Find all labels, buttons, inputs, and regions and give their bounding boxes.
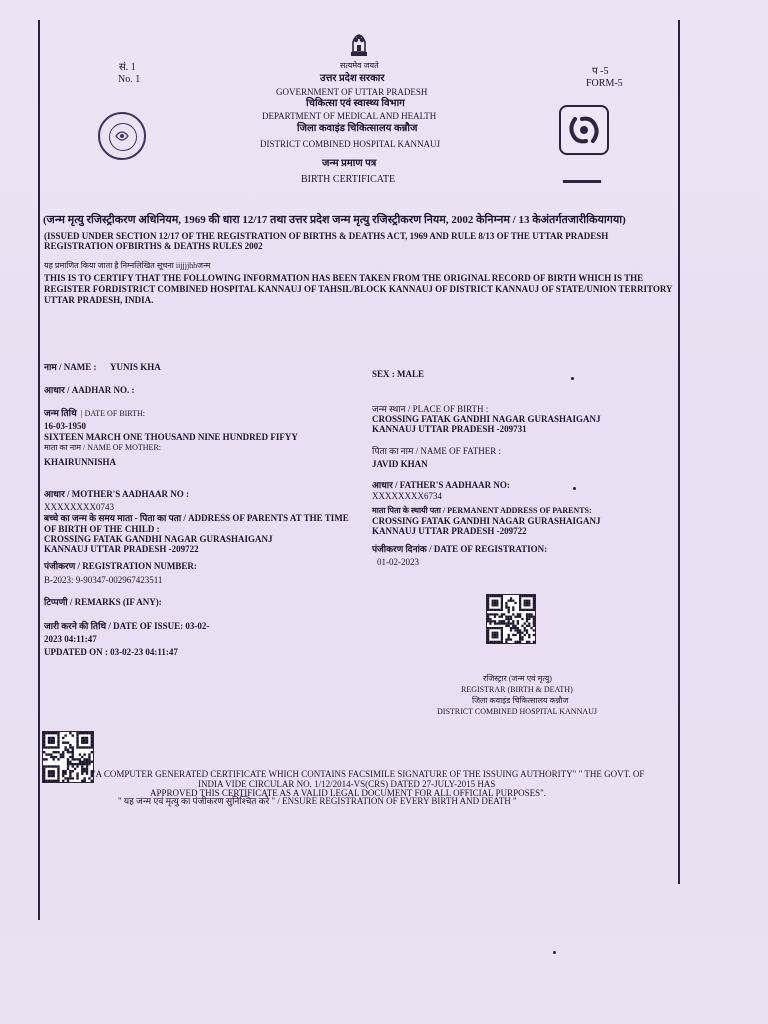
issued-under-line-2: REGISTRATION OFBIRTHS & DEATHS RULES 2002 bbox=[44, 241, 263, 251]
dob-value: 16-03-1950 bbox=[44, 421, 86, 431]
dob-label: | DATE OF BIRTH: bbox=[81, 409, 146, 418]
right-border-line bbox=[678, 20, 680, 884]
registration-logo-icon bbox=[559, 105, 609, 155]
parents-address-value-2: KANNAUJ UTTAR PRADESH -209722 bbox=[44, 544, 199, 554]
place-of-birth-value-1: CROSSING FATAK GANDHI NAGAR GURASHAIGANJ bbox=[372, 414, 601, 424]
left-border-line bbox=[38, 20, 40, 920]
certify-line-2: REGISTER FORDISTRICT COMBINED HOSPITAL KANNAUJ OF TAHSIL/BLOCK KANNAUJ OF DISTRICT KANNAUJ OF STATE/UNION TERRITORY bbox=[44, 284, 673, 294]
registrar-title-hindi: रजिस्ट्रार (जन्म एवं मृत्यु) bbox=[483, 674, 552, 683]
place-of-birth-value-2: KANNAUJ UTTAR PRADESH -209731 bbox=[372, 424, 527, 434]
certificate-no-hindi: सं. 1 bbox=[119, 62, 136, 73]
qr-code-icon bbox=[486, 594, 536, 644]
hospital-hindi: जिला कवाइंड चिकित्सालय कन्नौज bbox=[297, 123, 418, 134]
footer-line-2: INDIA VIDE CIRCULAR NO. 1/12/2014-VS(CRS) DATED 27-JULY-2015 HAS bbox=[198, 779, 496, 789]
registration-date-value: 01-02-2023 bbox=[377, 557, 419, 567]
issue-date-label: जारी करने की तिथि / DATE OF ISSUE: 03-02- bbox=[44, 621, 210, 631]
speck bbox=[553, 951, 556, 954]
place-of-birth-label: जन्म स्थान / PLACE OF BIRTH : bbox=[372, 404, 489, 414]
page-title: BIRTH CERTIFICATE bbox=[301, 174, 396, 185]
dept-hindi: चिकित्सा एवं स्वास्थ्य विभाग bbox=[306, 98, 405, 109]
certify-line-3: UTTAR PRADESH, INDIA. bbox=[44, 295, 154, 305]
mother-aadhaar-label: आधार / MOTHER'S AADHAAR NO : bbox=[44, 489, 190, 499]
footer-line-4: " यह जन्म एवं मृत्यु का पंजीकरण सुनिश्चित करे " / ENSURE REGISTRATION OF EVERY BIRTH AND DEATH " bbox=[118, 796, 517, 806]
govt-english: GOVERNMENT OF UTTAR PRADESH bbox=[276, 87, 428, 97]
form-no: FORM-5 bbox=[586, 78, 623, 89]
footer-line-1: "A COMPUTER GENERATED CERTIFICATE WHICH CONTAINS FACSIMILE SIGNATURE OF THE ISSUING AUTHORITY" " THE GOVT. OF bbox=[92, 769, 645, 779]
registrar-hospital: DISTRICT COMBINED HOSPITAL KANNAUJ bbox=[437, 707, 598, 716]
up-government-seal-icon bbox=[98, 112, 146, 160]
mother-name-label: माता का नाम / NAME OF MOTHER: bbox=[44, 443, 162, 452]
registrar-hospital-hindi: जिला कवाइंड चिकित्सालय कन्नौज bbox=[472, 696, 569, 705]
parents-address-value-1: CROSSING FATAK GANDHI NAGAR GURASHAIGANJ bbox=[44, 534, 273, 544]
govt-hindi: उत्तर प्रदेश सरकार bbox=[320, 73, 385, 84]
father-aadhaar-label: आधार / FATHER'S AADHAAR NO: bbox=[372, 480, 510, 490]
updated-on: UPDATED ON : 03-02-23 04:11:47 bbox=[44, 647, 178, 657]
certificate-no: No. 1 bbox=[118, 74, 141, 85]
permanent-address-label: माता पिता के स्थायी पता / PERMANENT ADDRESS OF PARENTS: bbox=[372, 506, 592, 515]
remarks-label: टिप्पणी / REMARKS (IF ANY): bbox=[44, 597, 162, 607]
mother-aadhaar-value: XXXXXXXX0743 bbox=[44, 502, 114, 512]
dept-english: DEPARTMENT OF MEDICAL AND HEALTH bbox=[262, 111, 437, 121]
name-value: YUNIS KHA bbox=[110, 362, 161, 372]
speck bbox=[573, 487, 576, 490]
dob-words: SIXTEEN MARCH ONE THOUSAND NINE HUNDRED FIFYY bbox=[44, 432, 298, 442]
emblem-caption: सत्यमेव जयते bbox=[340, 61, 379, 70]
qr-code-icon bbox=[42, 731, 94, 783]
registration-date-label: पंजीकरण दिनांक / DATE OF REGISTRATION: bbox=[372, 544, 548, 554]
name-label: नाम / NAME : bbox=[44, 362, 97, 372]
issued-under-hindi: (जन्म मृत्यु रजिस्ट्रीकरण अधिनियम, 1969 की धारा 12/17 तथा उत्तर प्रदेश जन्म मृत्यु रजिस्ट्रीकरण नियम, 2002 केनिम्नम / 13 केअंतर्गतजारीकियागया) bbox=[43, 214, 626, 226]
father-aadhaar-value: XXXXXXXX6734 bbox=[372, 491, 442, 501]
dob-label-hindi: जन्म तिथि bbox=[44, 408, 77, 418]
certify-hindi: यह प्रमाणित किया जाता है निम्नलिखित सूचना iijjjjhhजन्म bbox=[44, 261, 211, 270]
form-no-hindi: प -5 bbox=[592, 66, 609, 77]
issue-date-value: 2023 04:11:47 bbox=[44, 634, 97, 644]
permanent-address-value-2: KANNAUJ UTTAR PRADESH -209722 bbox=[372, 526, 527, 536]
permanent-address-value-1: CROSSING FATAK GANDHI NAGAR GURASHAIGANJ bbox=[372, 516, 601, 526]
title-hindi: जन्म प्रमाण पत्र bbox=[322, 158, 377, 169]
aadhar-label: आधार / AADHAR NO. : bbox=[44, 385, 135, 395]
sex-value: SEX : MALE bbox=[372, 369, 425, 379]
speck bbox=[571, 377, 574, 380]
mother-name-value: KHAIRUNNISHA bbox=[44, 457, 117, 467]
registration-number-value: B-2023: 9-90347-002967423511 bbox=[44, 575, 163, 585]
footer-line-3: APPROVED THIS CERTIFICATE AS A VALID LEGAL DOCUMENT FOR ALL OFFICIAL PURPOSES". bbox=[150, 788, 547, 798]
hospital-english: DISTRICT COMBINED HOSPITAL KANNAUJ bbox=[260, 139, 441, 149]
father-name-label: पिता का नाम / NAME OF FATHER : bbox=[372, 446, 501, 456]
registrar-title: REGISTRAR (BIRTH & DEATH) bbox=[461, 685, 573, 694]
issued-under-line-1: (ISSUED UNDER SECTION 12/17 OF THE REGISTRATION OF BIRTHS & DEATHS ACT, 1969 AND RULE 8/13 OF THE UTTAR PRADESH bbox=[44, 231, 609, 241]
decorative-dash bbox=[563, 180, 601, 183]
parents-address-label-2: OF BIRTH OF THE CHILD : bbox=[44, 524, 160, 534]
parents-address-label-1: बच्चे का जन्म के समय माता - पिता का पता / ADDRESS OF PARENTS AT THE TIME bbox=[44, 513, 349, 523]
father-name-value: JAVID KHAN bbox=[372, 459, 428, 469]
certify-line-1: THIS IS TO CERTIFY THAT THE FOLLOWING INFORMATION HAS BEEN TAKEN FROM THE ORIGINAL RECORD OF BIRTH WHICH IS THE bbox=[44, 273, 644, 283]
state-emblem-icon bbox=[347, 30, 371, 60]
registration-number-label: पंजीकरण / REGISTRATION NUMBER: bbox=[44, 561, 197, 571]
